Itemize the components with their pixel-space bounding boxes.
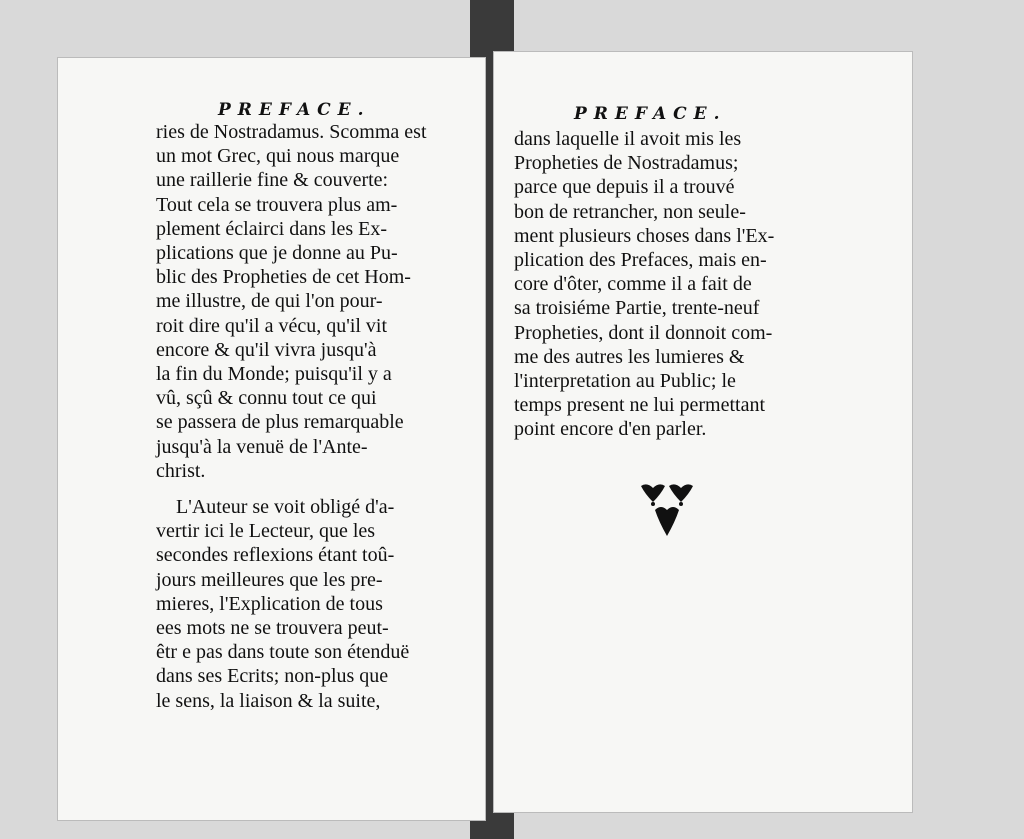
- text-line: dans ses Ecrits; non-plus que: [156, 665, 389, 688]
- text-line: l'interpretation au Public; le: [514, 370, 736, 393]
- text-line: point encore d'en parler.: [514, 418, 707, 441]
- text-line: me illustre, de qui l'on pour-: [156, 290, 383, 313]
- text-line: jusqu'à la venuë de l'Ante-: [156, 435, 368, 458]
- text-line: vertir ici le Lecteur, que les: [156, 520, 376, 543]
- text-line: bon de retrancher, non seule-: [514, 200, 746, 223]
- text-line: mieres, l'Explication de tous: [156, 592, 383, 615]
- text-line: ment plusieurs choses dans l'Ex-: [514, 224, 775, 247]
- text-line: roit dire qu'il a vécu, qu'il vit: [156, 314, 388, 337]
- text-line: parce que depuis il a trouvé: [514, 176, 735, 199]
- left-page: [58, 58, 485, 820]
- text-line: Propheties, dont il donnoit com-: [514, 321, 773, 344]
- right-running-head: PREFACE.: [574, 104, 727, 124]
- text-line: core d'ôter, comme il a fait de: [514, 273, 752, 296]
- text-line: temps present ne lui permettant: [514, 394, 766, 417]
- text-line: me des autres les lumieres &: [514, 345, 745, 368]
- text-line: L'Auteur se voit obligé d'a-: [176, 496, 395, 519]
- text-line: encore & qu'il vivra jusqu'à: [156, 338, 377, 361]
- text-line: plement éclairci dans les Ex-: [156, 217, 388, 240]
- text-line: Propheties de Nostradamus;: [514, 152, 739, 175]
- text-line: la fin du Monde; puisqu'il y a: [156, 363, 392, 386]
- right-page-text: [514, 127, 814, 442]
- text-line: êtr e pas dans toute son étenduë: [156, 641, 410, 664]
- right-page: [494, 52, 912, 812]
- text-line: christ.: [156, 459, 206, 482]
- text-line: dans laquelle il avoit mis les: [514, 128, 742, 150]
- text-line: plication des Prefaces, mais en-: [514, 249, 767, 272]
- text-line: un mot Grec, qui nous marque: [156, 145, 400, 168]
- text-line: secondes reflexions étant toû-: [156, 544, 395, 567]
- text-line: une raillerie fine & couverte:: [156, 169, 389, 192]
- text-line: plications que je donne au Pu-: [156, 242, 398, 265]
- text-line: Tout cela se trouvera plus am-: [156, 193, 398, 216]
- text-line: se passera de plus remarquable: [156, 411, 404, 434]
- text-line: le sens, la liaison & la suite,: [156, 689, 381, 712]
- left-page-text: [156, 120, 456, 713]
- fleuron-ornament-icon: [637, 482, 697, 540]
- text-line: vû, sçû & connu tout ce qui: [156, 387, 377, 410]
- text-line: sa troisiéme Partie, trente-neuf: [514, 297, 760, 320]
- text-line: ries de Nostradamus. Scomma est: [156, 121, 427, 143]
- text-line: blic des Propheties de cet Hom-: [156, 266, 411, 289]
- text-line: ees mots ne se trouvera peut-: [156, 617, 389, 640]
- text-line: jours meilleures que les pre-: [156, 568, 383, 591]
- left-running-head: PREFACE.: [218, 100, 371, 120]
